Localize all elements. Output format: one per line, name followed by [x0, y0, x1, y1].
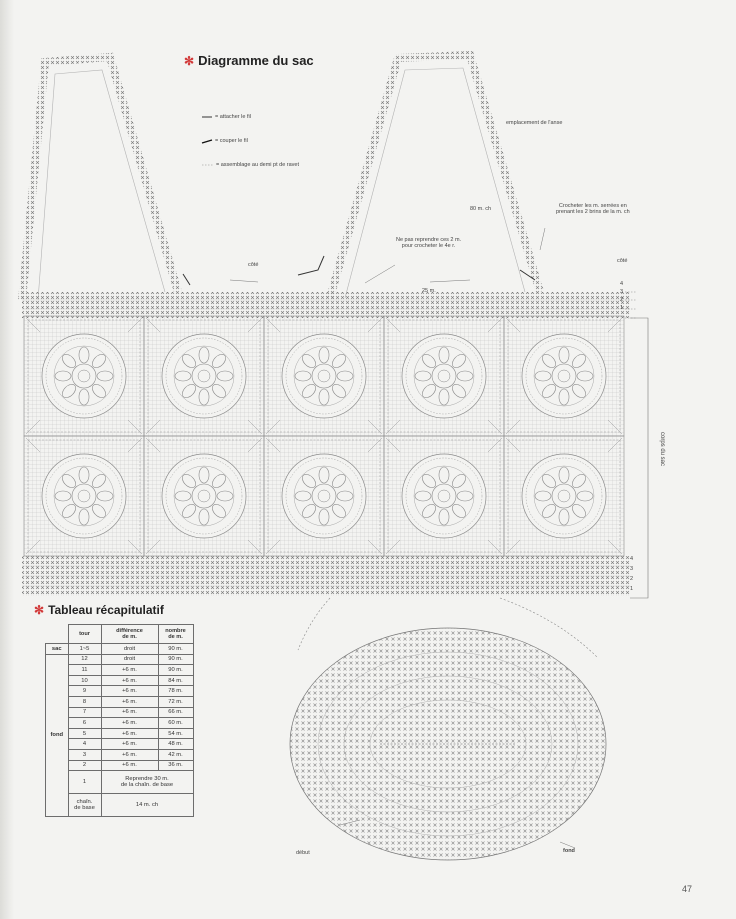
annotation-crochet-note: Crocheter les m. serrées en prenant les 2 brins de la m. ch: [556, 203, 630, 216]
cell-tour: 1: [68, 771, 101, 794]
cell-tour: 1~5: [68, 644, 101, 655]
cell-nombre: 90 m.: [158, 665, 193, 676]
cell-base-label: chaîn. de base: [68, 794, 101, 817]
legend-assembly: = assemblage au demi pt de ravet: [216, 162, 300, 168]
cell-tour: 7: [68, 707, 101, 718]
bottom-row-3: 3: [630, 566, 634, 572]
cell-tour: 11: [68, 665, 101, 676]
table-row: [46, 644, 194, 655]
cell-nombre: 48 m.: [158, 739, 193, 750]
group-fond: fond: [46, 654, 69, 817]
cell-nombre: 90 m.: [158, 644, 193, 655]
annotation-handle-location: emplacement de l'anse: [506, 120, 563, 126]
table-row: [46, 760, 194, 771]
asterisk-icon: ✻: [34, 603, 45, 617]
cell-diff-merged: Reprendre 30 m. de la chaîn. de base: [101, 771, 193, 794]
table-row: [46, 739, 194, 750]
cell-tour: 6: [68, 718, 101, 729]
cell-nombre: 90 m.: [158, 654, 193, 665]
table-row: [46, 707, 194, 718]
table-row: [46, 675, 194, 686]
cell-diff: +6 m.: [101, 718, 158, 729]
cell-nombre: 78 m.: [158, 686, 193, 697]
legend-attach: = attacher le fil: [215, 114, 251, 120]
legend-cut: = couper le fil: [215, 138, 248, 144]
cell-tour: 8: [68, 696, 101, 707]
cell-diff: droit: [101, 654, 158, 665]
summary-table: [45, 624, 194, 817]
cell-nombre: 54 m.: [158, 728, 193, 739]
annotation-chain-80: 80 m. ch: [470, 206, 492, 212]
table-title: [34, 603, 164, 617]
cell-diff: +6 m.: [101, 760, 158, 771]
table-header-row: [46, 625, 194, 644]
bottom-row-1: 1: [630, 586, 634, 592]
cell-nombre: 66 m.: [158, 707, 193, 718]
diagram-title: [184, 53, 314, 68]
annotation-body-label: corps du sac: [659, 432, 665, 467]
table-row: [46, 728, 194, 739]
top-row-3: 3: [620, 289, 624, 295]
top-row-1: 1: [620, 305, 624, 311]
cell-tour: 3: [68, 749, 101, 760]
bottom-row-2: 2: [630, 576, 634, 582]
header-tour: tour: [68, 625, 101, 644]
annotation-count-25: 25 m.: [422, 288, 436, 294]
cell-nombre: 72 m.: [158, 696, 193, 707]
cell-diff: droit: [101, 644, 158, 655]
table-row: [46, 696, 194, 707]
cell-diff: +6 m.: [101, 728, 158, 739]
bottom-row-4: 4: [630, 556, 634, 562]
cell-tour: 2: [68, 760, 101, 771]
annotation-dont-take: Ne pas reprendre ces 2 m. pour crocheter le 4e r.: [396, 237, 462, 250]
table-row: [46, 686, 194, 697]
annotation-debut: début: [296, 850, 310, 856]
cell-diff: +6 m.: [101, 739, 158, 750]
annotation-cote-left: côté: [248, 262, 259, 268]
cell-diff: +6 m.: [101, 696, 158, 707]
cell-diff: +6 m.: [101, 749, 158, 760]
cell-nombre: 42 m.: [158, 749, 193, 760]
cell-tour: 4: [68, 739, 101, 750]
page-number: 47: [682, 884, 693, 894]
header-difference: différence de m.: [101, 625, 158, 644]
cell-tour: 12: [68, 654, 101, 665]
table-row: [46, 665, 194, 676]
cell-tour: 10: [68, 675, 101, 686]
annotation-cote-right: côté: [617, 258, 628, 264]
top-row-4: 4: [620, 281, 624, 287]
table-row: [46, 654, 194, 665]
cell-diff: +6 m.: [101, 665, 158, 676]
header-empty: [46, 625, 69, 644]
cell-base-diff: 14 m. ch: [101, 794, 193, 817]
table-row: [46, 794, 194, 817]
diagram-title-text: Diagramme du sac: [198, 53, 314, 68]
cell-diff: +6 m.: [101, 707, 158, 718]
annotation-fond: fond: [563, 848, 575, 854]
table-row: [46, 718, 194, 729]
table-title-text: Tableau récapitulatif: [48, 603, 164, 617]
table-row: [46, 771, 194, 794]
cell-nombre: 36 m.: [158, 760, 193, 771]
header-nombre: nombre de m.: [158, 625, 193, 644]
cell-diff: +6 m.: [101, 686, 158, 697]
cell-nombre: 60 m.: [158, 718, 193, 729]
group-sac: sac: [46, 644, 69, 655]
cell-diff: +6 m.: [101, 675, 158, 686]
cell-nombre: 84 m.: [158, 675, 193, 686]
asterisk-icon: ✻: [184, 54, 195, 68]
table-row: [46, 749, 194, 760]
cell-tour: 9: [68, 686, 101, 697]
cell-tour: 5: [68, 728, 101, 739]
top-row-2: 2: [620, 297, 624, 303]
